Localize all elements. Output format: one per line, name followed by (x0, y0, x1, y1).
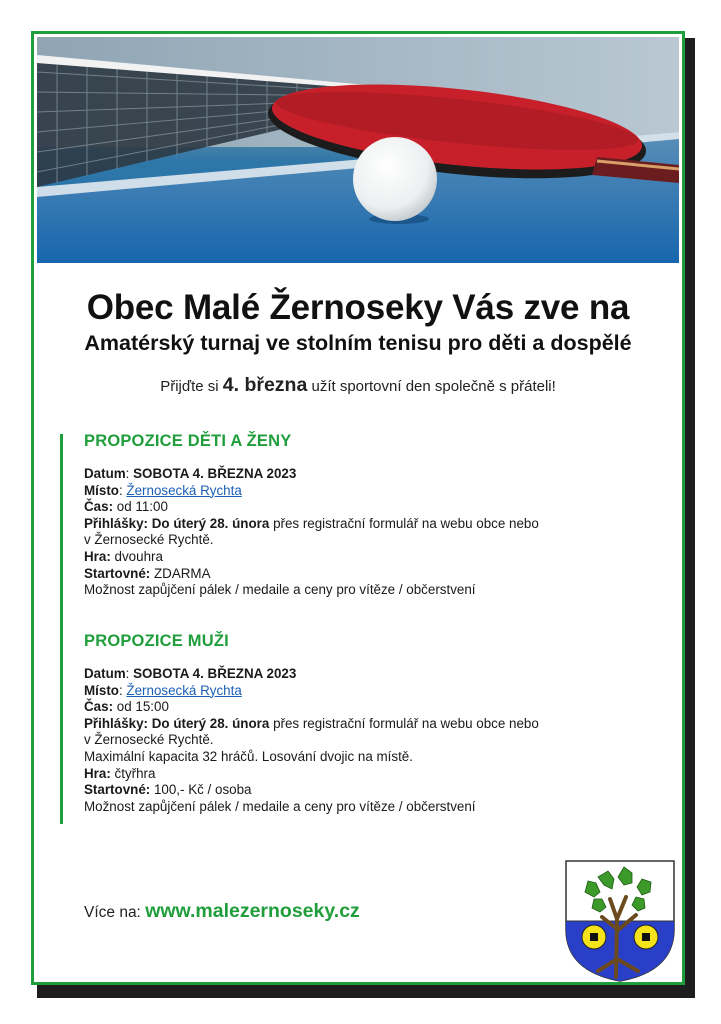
website-link[interactable]: www.malezernoseky.cz (145, 900, 360, 922)
invite-line (34, 374, 682, 397)
invite-post: užít sportovní den společně s přáteli! (311, 378, 556, 395)
cas-label: Čas: (84, 699, 114, 715)
hra-label: Hra: (84, 765, 111, 781)
poster-frame (31, 31, 685, 985)
invite-pre: Přijďte si (160, 378, 219, 395)
section-heading: PROPOZICE DĚTI A ŽENY (84, 432, 292, 450)
cas-label: Čas: (84, 499, 114, 515)
cas-line (84, 499, 644, 516)
hra-line (84, 766, 644, 783)
prihlasky-line (84, 516, 644, 533)
section-heading: PROPOZICE MUŽI (84, 632, 229, 650)
village-coat-of-arms-icon (564, 859, 676, 983)
datum-label: Datum (84, 666, 126, 681)
capacity-line: Maximální kapacita 32 hráčů. Losování dvojic na místě. (84, 748, 413, 764)
section-children-women (84, 432, 644, 599)
datum-value: SOBOTA 4. BŘEZNA 2023 (133, 666, 297, 681)
ball-graphic (353, 137, 437, 221)
datum-line: Datum: SOBOTA 4. BŘEZNA 2023 (84, 466, 297, 481)
extra-line: Možnost zapůjčení pálek / medaile a ceny pro vítěze / občerstvení (84, 798, 476, 814)
datum-line: Datum: SOBOTA 4. BŘEZNA 2023 (84, 666, 297, 681)
prihlasky-line-2: v Žernosecké Rychtě. (84, 532, 214, 548)
poster-title: Obec Malé Žernoseky Vás zve na (86, 288, 630, 327)
startovne-label: Startovné: (84, 565, 151, 581)
hero-photo-table-tennis (37, 37, 679, 263)
startovne-line (84, 782, 644, 799)
prihlasky-deadline: Do úterý 28. února (151, 715, 270, 731)
hra-value: dvouhra (114, 548, 163, 564)
prihlasky-line-2: v Žernosecké Rychtě. (84, 732, 214, 748)
hra-line (84, 549, 644, 566)
section-details (84, 466, 644, 599)
misto-line: Místo: Žernosecká Rychta (84, 482, 242, 498)
section-details (84, 666, 644, 815)
footer-label: Více na: (84, 904, 141, 921)
startovne-line (84, 566, 644, 583)
hra-label: Hra: (84, 548, 111, 564)
misto-label: Místo (84, 482, 119, 498)
cas-value: od 15:00 (116, 699, 169, 715)
prihlasky-text: přes registrační formulář na webu obce nebo (273, 515, 539, 531)
poster-subtitle: Amatérský turnaj ve stolním tenisu pro děti a dospělé (84, 331, 632, 355)
cas-line (84, 699, 644, 716)
prihlasky-line (84, 716, 644, 733)
hra-value: čtyřhra (114, 765, 156, 781)
datum-label: Datum (84, 466, 126, 481)
startovne-label: Startovné: (84, 782, 151, 798)
prihlasky-label: Přihlášky: (84, 715, 149, 731)
venue-link[interactable]: Žernosecká Rychta (126, 682, 242, 698)
section-men (84, 632, 644, 815)
misto-line: Místo: Žernosecká Rychta (84, 682, 242, 698)
datum-value: SOBOTA 4. BŘEZNA 2023 (133, 466, 297, 481)
prihlasky-text: přes registrační formulář na webu obce nebo (273, 715, 539, 731)
prihlasky-label: Přihlášky: (84, 515, 149, 531)
footer-more-info (84, 900, 360, 923)
invite-date: 4. března (222, 374, 308, 396)
startovne-value: ZDARMA (153, 565, 211, 581)
prihlasky-deadline: Do úterý 28. února (151, 515, 270, 531)
misto-label: Místo (84, 682, 119, 698)
section-accent-bar (60, 434, 63, 824)
cas-value: od 11:00 (116, 499, 168, 515)
extra-line: Možnost zapůjčení pálek / medaile a ceny pro vítěze / občerstvení (84, 582, 476, 598)
venue-link[interactable]: Žernosecká Rychta (126, 482, 242, 498)
startovne-value: 100,- Kč / osoba (153, 782, 252, 798)
